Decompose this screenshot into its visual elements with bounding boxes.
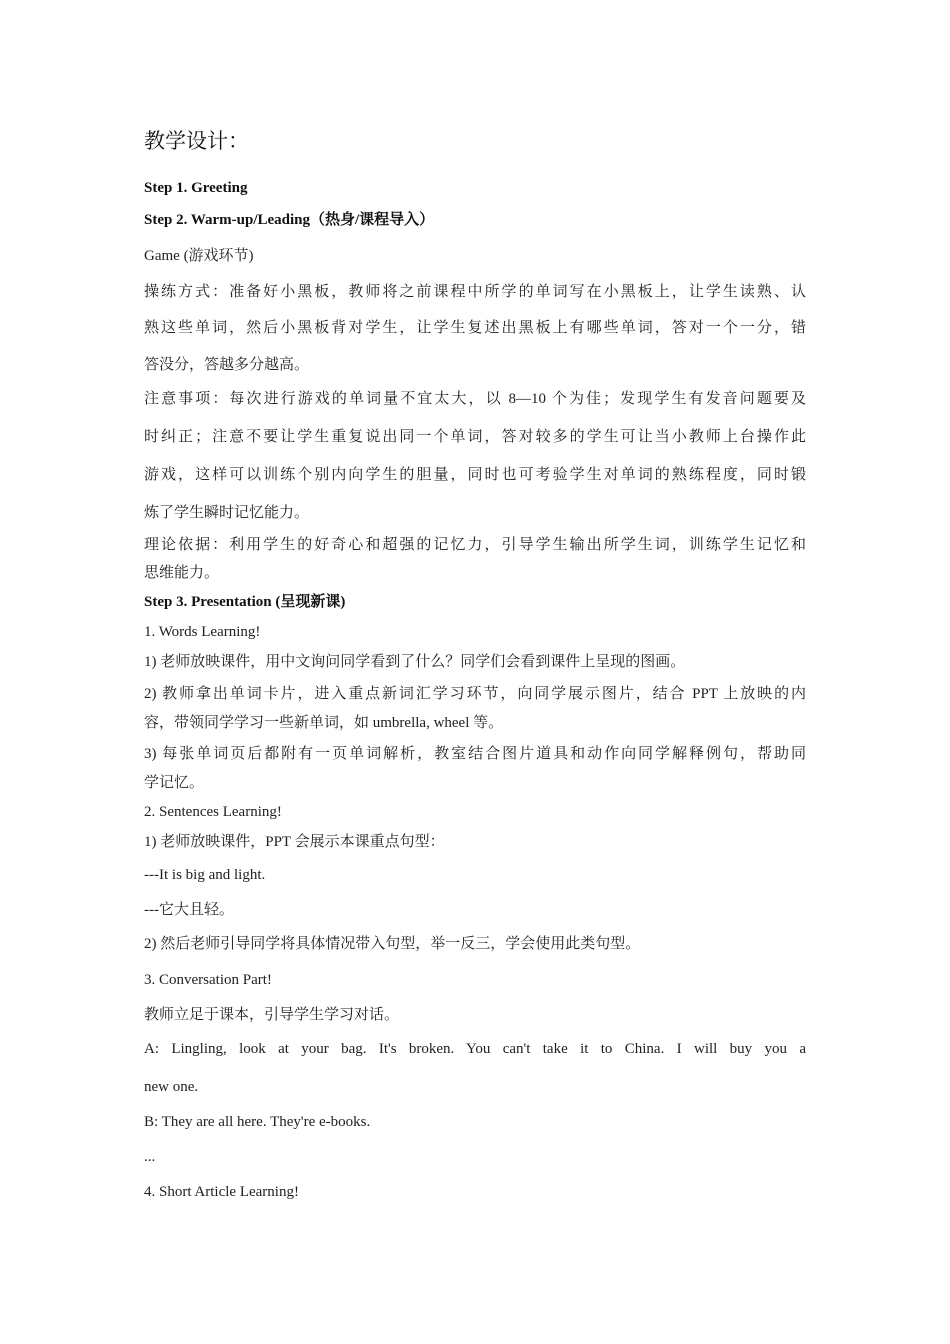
short-article-heading: 4. Short Article Learning!: [144, 1184, 299, 1200]
dialogue-line-b: B: They are all here. They're e-books.: [144, 1114, 371, 1130]
conversation-heading: 3. Conversation Part!: [144, 972, 272, 988]
sentences-heading: 2. Sentences Learning!: [144, 804, 282, 820]
theory-line: 理论依据：利用学生的好奇心和超强的记忆力，引导学生输出所学生词，训练学生记忆和: [144, 537, 806, 553]
words-item-3: 3) 每张单词页后都附有一页单词解析，教室结合图片道具和动作向同学解释例句，帮助同: [144, 746, 806, 762]
sentences-item-1: 1) 老师放映课件，PPT 会展示本课重点句型：: [144, 834, 445, 850]
sentence-chinese: ---它大且轻。: [144, 902, 234, 918]
method-line: 操练方式：准备好小黑板，教师将之前课程中所学的单词写在小黑板上，让学生读熟、认: [144, 284, 806, 300]
notes-line: 注意事项：每次进行游戏的单词量不宜太大，以 8—10 个为佳；发现学生有发音问题要及: [144, 391, 806, 407]
ellipsis: ...: [144, 1149, 156, 1165]
game-heading: Game (游戏环节): [144, 248, 254, 264]
method-line: 答没分，答越多分越高。: [144, 357, 310, 373]
method-line: 熟这些单词，然后小黑板背对学生，让学生复述出黑板上有哪些单词，答对一个一分，错: [144, 320, 806, 336]
step2-heading: Step 2. Warm-up/Leading（热身/课程导入）: [144, 212, 435, 228]
sentences-item-2: 2) 然后老师引导同学将具体情况带入句型，举一反三，学会使用此类句型。: [144, 936, 641, 952]
words-item-2: 2) 教师拿出单词卡片，进入重点新词汇学习环节，向同学展示图片，结合 PPT 上放映的内: [144, 686, 806, 702]
dialogue-line-a: new one.: [144, 1079, 199, 1095]
words-item-2: 容，带领同学学习一些新单词，如 umbrella, wheel 等。: [144, 715, 504, 731]
words-item-1: 1) 老师放映课件，用中文询问同学看到了什么？同学们会看到课件上呈现的图画。: [144, 654, 686, 670]
step1-heading: Step 1. Greeting: [144, 180, 248, 196]
words-item-3: 学记忆。: [144, 775, 205, 791]
step3-heading: Step 3. Presentation (呈现新课): [144, 594, 346, 610]
sentence-english: ---It is big and light.: [144, 867, 266, 883]
notes-line: 时纠正；注意不要让学生重复说出同一个单词，答对较多的学生可让当小教师上台操作此: [144, 429, 806, 445]
conversation-intro: 教师立足于课本，引导学生学习对话。: [144, 1007, 400, 1023]
notes-line: 炼了学生瞬时记忆能力。: [144, 505, 310, 521]
notes-line: 游戏，这样可以训练个别内向学生的胆量，同时也可考验学生对单词的熟练程度，同时锻: [144, 467, 806, 483]
words-heading: 1. Words Learning!: [144, 624, 261, 640]
theory-line: 思维能力。: [144, 565, 220, 581]
page-title: 教学设计：: [144, 129, 249, 153]
dialogue-line-a: A: Lingling, look at your bag. It's broken. You can't take it to China. I will buy you a: [144, 1041, 806, 1057]
